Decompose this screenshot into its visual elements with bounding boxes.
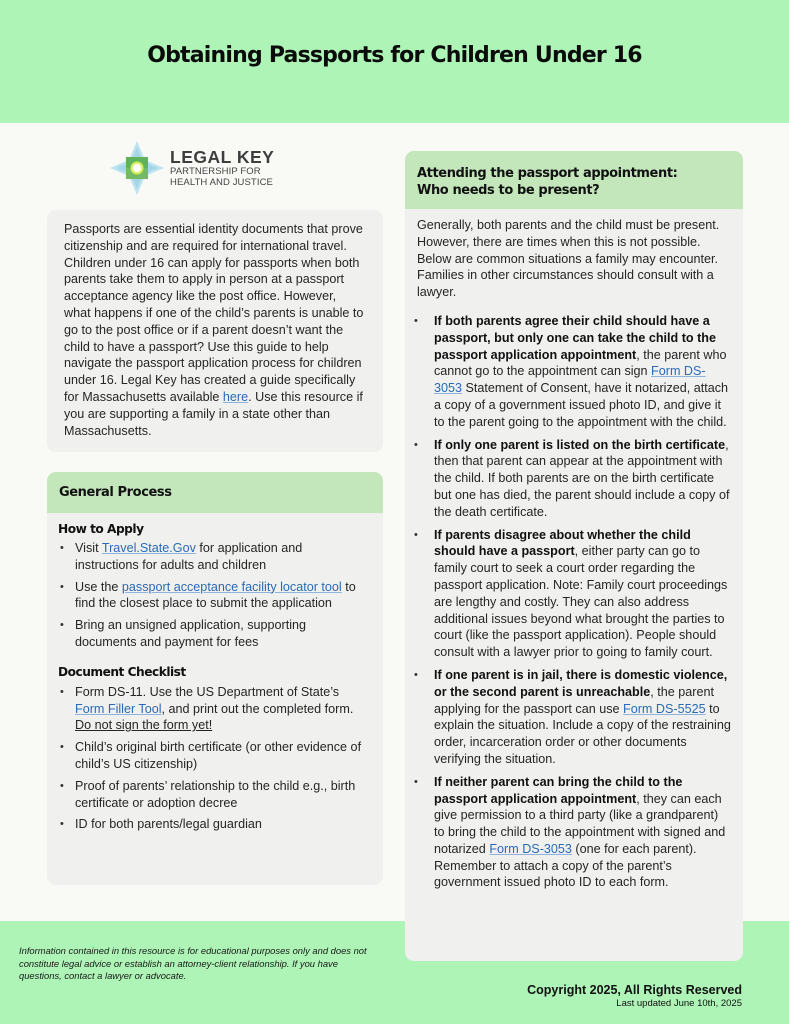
list-item: • Use the passport acceptance facility locator tool to find the closest place to submit the application <box>58 579 369 613</box>
page-header <box>0 0 789 123</box>
list-item: • Visit Travel.State.Gov for application and instructions for adults and children <box>58 540 369 574</box>
travel-state-gov-link[interactable]: Travel.State.Gov <box>101 541 196 555</box>
list-item: • If parents disagree about whether the child should have a passport, either party can go to family court to seek a court order regarding the passport application. Note: Family court proceedings are lengthy and costly. They can also address additional issues beyond what brought the parties to court (like the passport application). People should consult with a lawyer prior to going to family court. <box>412 527 731 661</box>
list-item: • ID for both parents/legal guardian <box>58 816 369 833</box>
logo-name: LEGAL KEY <box>170 147 275 167</box>
list-item: • Child’s original birth certificate (or other evidence of child’s US citizenship) <box>58 739 369 773</box>
form-filler-tool-link[interactable]: Form Filler Tool <box>75 701 162 716</box>
how-to-apply-list <box>47 540 383 651</box>
form-ds-3053-link-2[interactable]: Form DS-3053 <box>489 841 572 856</box>
attending-situations-list <box>405 313 743 891</box>
attending-lead: Generally, both parents and the child must be present. However, there are times when this is not possible. Below are common situations a family may encounter. Families in other circumstances should consult with a lawyer. <box>417 218 720 300</box>
intro-text: Passports are essential identity documents that prove citizenship and are required for international travel. Children under 16 can apply for passports when both parents take them to apply in person at a passport acceptance agency like the post office. However, what happens if one of the child’s parents is unable to go to the post office or if a parent doesn’t want the child to have a passport? Use this guide to help navigate the passport application process for children under 16. Legal Key has created a guide specifically for Massachusetts available <box>64 222 364 404</box>
attending-heading: Attending the passport appointment: Who needs to be present? <box>405 151 743 209</box>
how-to-apply-title: How to Apply <box>58 522 144 536</box>
logo-tagline-1: PARTNERSHIP FOR <box>170 166 261 177</box>
list-item: • If only one parent is listed on the birth certificate, then that parent can appear at the appointment with the child. If both parents are on the birth certificate but one has died, the parent should include a copy of the death certificate. <box>412 437 731 521</box>
copyright-text: Copyright 2025, All Rights Reserved <box>527 983 742 997</box>
intro-text-end: . Use this resource if you are supporting a family in a state other than Massachusetts. <box>64 389 363 438</box>
logo-tagline-2: HEALTH AND JUSTICE <box>170 176 273 188</box>
list-item: • If neither parent can bring the child to the passport application appointment, they can each give permission to a third party (like a grandparent) to bring the child to the appointment with signed and notarized Form DS-3053 (one for each parent). Remember to attach a copy of the parent’s government issued photo ID to each form. <box>412 774 731 892</box>
list-item: • If both parents agree their child should have a passport, but only one can take the child to the passport application appointment, the parent who cannot go to the appointment can sign Form DS-3053 Statement of Consent, have it notarized, attach a copy of a government issued photo ID, and give it to the parent going to the appointment with the child. <box>412 313 731 431</box>
form-ds-5525-link[interactable]: Form DS-5525 <box>623 701 706 716</box>
list-item: • If one parent is in jail, there is domestic violence, or the second parent is unreachable, the parent applying for the passport can use Form DS-5525 to explain the situation. Include a copy of the restraining order, incarceration order or other documents verifying the situation. <box>412 667 731 768</box>
general-process-card <box>47 472 383 885</box>
form-ds-3053-link[interactable]: Form DS-3053 <box>434 364 706 396</box>
list-item: • Proof of parents’ relationship to the child e.g., birth certificate or adoption decree <box>58 778 369 812</box>
facility-locator-link[interactable]: passport acceptance facility locator tool <box>121 579 342 594</box>
massachusetts-guide-link[interactable]: here <box>222 389 249 404</box>
legal-key-star-icon <box>108 139 166 197</box>
legal-key-logo <box>108 140 274 196</box>
last-updated: Last updated June 10th, 2025 <box>616 998 742 1009</box>
document-checklist-list <box>47 684 383 833</box>
intro-card <box>47 210 383 452</box>
do-not-sign-warning: Do not sign the form yet! <box>75 718 213 733</box>
list-item: • Bring an unsigned application, supporting documents and payment for fees <box>58 617 369 651</box>
document-checklist-title: Document Checklist <box>58 664 186 679</box>
attending-appointment-card <box>405 151 743 961</box>
legal-disclaimer: Information contained in this resource is for educational purposes only and does not constitute legal advice or establish an attorney-client relationship. If you have questions, contact a lawyer or advocate. <box>19 945 367 982</box>
copyright-block <box>527 983 742 1009</box>
list-item: • Form DS-11. Use the US Department of State’s Form Filler Tool, and print out the completed form. Do not sign the form yet! <box>58 684 369 734</box>
page-title: Obtaining Passports for Children Under 16 <box>147 43 642 68</box>
general-process-heading: General Process <box>47 472 383 513</box>
